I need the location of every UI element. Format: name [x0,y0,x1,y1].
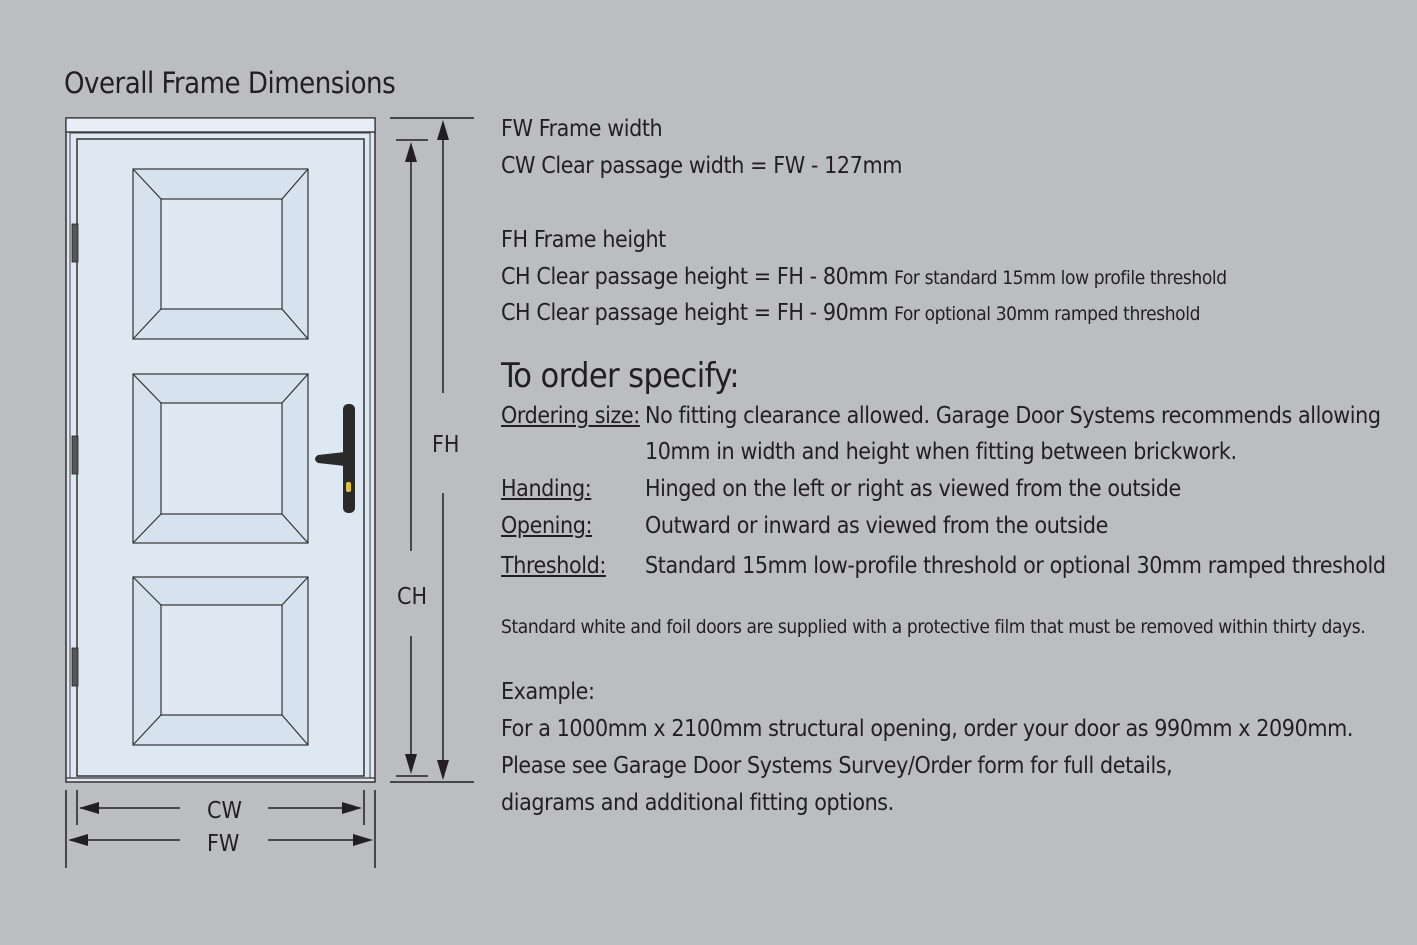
example-heading: Example: [501,679,595,705]
diagram-title: Overall Frame Dimensions [64,66,396,100]
definition-fw: FW Frame width [501,116,663,142]
order-text-handing: Hinged on the left or right as viewed from the outside [645,476,1181,502]
hinge-middle [72,436,78,474]
definition-ch-optional-text: CH Clear passage height = FH - 90mm [501,300,888,326]
door-panel-top [133,169,308,339]
example-line-2: Please see Garage Door Systems Survey/Order form for full details, [501,753,1173,779]
definition-ch-optional-note: For optional 30mm ramped threshold [894,303,1201,325]
order-text-ordering-size-2: 10mm in width and height when fitting between brickwork. [645,439,1237,465]
order-label-handing: Handing: [501,476,592,502]
example-line-1: For a 1000mm x 2100mm structural opening, order your door as 990mm x 2090mm. [501,716,1354,742]
order-text-threshold: Standard 15mm low-profile threshold or optional 30mm ramped threshold [645,553,1386,579]
frame-top-bar [66,118,375,132]
door-panel-middle [133,374,308,543]
ch-dimension [396,140,428,776]
example-line-3: diagrams and additional fitting options. [501,790,894,816]
definition-fh: FH Frame height [501,227,666,253]
order-heading: To order specify: [501,356,739,396]
fw-label: FW [207,831,240,857]
order-text-ordering-size: No fitting clearance allowed. Garage Door Systems recommends allowing [645,403,1381,429]
order-label-opening: Opening: [501,513,593,539]
keyhole-icon [346,482,351,492]
definition-ch-standard-note: For standard 15mm low profile threshold [894,267,1227,289]
hinge-bottom [72,648,78,686]
door-panel-bottom [133,577,308,745]
hinge-top [72,224,78,262]
ch-label: CH [397,584,428,610]
definition-ch-standard-text: CH Clear passage height = FH - 80mm [501,264,888,290]
fh-label: FH [432,432,460,458]
order-text-opening: Outward or inward as viewed from the outside [645,513,1108,539]
order-label-threshold: Threshold: [501,553,606,579]
definition-cw: CW Clear passage width = FW - 127mm [501,153,902,179]
order-label-ordering-size: Ordering size: [501,403,640,429]
cw-label: CW [207,798,242,824]
definition-ch-optional [501,300,1200,326]
definition-ch-standard [501,264,1227,290]
protective-film-note: Standard white and foil doors are supplied with a protective film that must be removed within thirty days. [501,616,1366,638]
